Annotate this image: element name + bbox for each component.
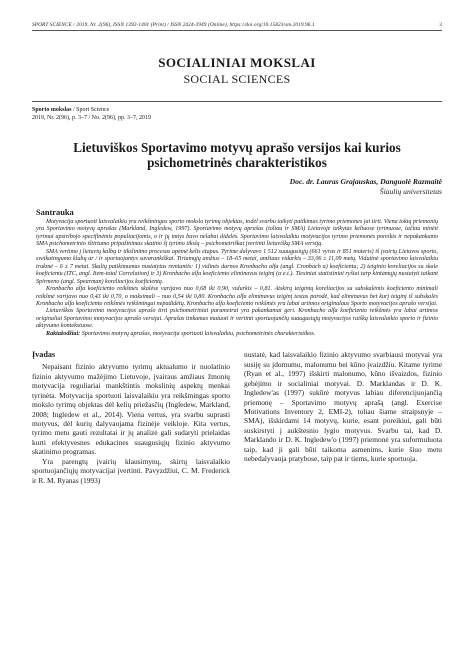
abstract-heading: Santrauka xyxy=(36,208,74,217)
right-column xyxy=(244,350,442,485)
abstract-paragraph: Lietuviškos Sportavimo motyvacijos aprašo tirti psichometriniai parametrai yra pakankamai geri. Kronbacho alfa koeficiento reikšmės yra labai artimos originaliai Sportavimo motyvacijos aprašo versijai. Aprašas tinkamas matuoti ir vertinti sportuojančių suaugusiųjų motyvacijos raišką laisvalaikio sporto ir fizinio aktyvumo kontekstuose. xyxy=(36,308,438,330)
journal-title-lt: SOCIALINIAI MOKSLAI xyxy=(158,55,316,70)
article-title-line-2: psichometrinės charakteristikos xyxy=(147,155,327,170)
body-columns xyxy=(32,350,442,485)
running-head-text: SPORT SCIENCE / 2019, Nr. 2(96), ISSN 1392-1401 (Print) / ISSN 2424-3949 (Online), https://doi.org/10.15823/sm.2019.96.1 xyxy=(32,22,315,28)
abstract-paragraph: Kronbacho alfa koeficiento reikšmės skalėse varijavo nuo 0,68 iki 0,90, vidurkis – 0,81. Atskirų teiginių koreliacijos su subskalėmis koeficiento minimali reikšmė varijavo nuo 0,43 iki 0,70, o maksimali – nuo 0,54 iki 0,80. Kronbacho alfa eliminavus teiginį testas parodė, kad eliminavus bet kurį teiginį iš subskalės Kronbacho alfa koeficiento reikšmės reikšmingai nepadidėtų. Kronbacho alfa koeficiento reikšmės yra labai artimos originalaus Sporto motyvacijos aprašo versijai. xyxy=(36,286,438,307)
authors: Doc. dr. Lauras Grajauskas, Danguolė Razmaitė xyxy=(289,177,442,186)
journal-divider xyxy=(32,101,442,102)
page-number: 3 xyxy=(439,22,442,28)
abstract-paragraph: Motyvacija sportuoti laisvalaikiu yra reikšmingas sporto mokslo tyrimų objektas, todėl svarbu taikyti patikimas tyrimo priemones jai tirti. Viena tokių priemonių yra Sportavimo motyvų aprašas (Markland, Ingledew, 1997). Sportavimo motyvų aprašas (toliau ir SMA) Lietuvoje taikytas keliuose tyrimuose, tačiau minėti tyrimai apsiribojo specifinėmis populiacijomis, o ir jų imtys buvo nelabai didelės. Sportavimo laisvalaikiu motyvacijos tyrimo priemonės poreikis ir nepakankamo SMA psichometrinio ištirtumo pripažinimas skatino šį tyrimo tikslą – psichometriškai įvertinti lietuvišką SMA versiją. xyxy=(36,219,438,248)
intro-paragraph: Nepaisant fizinio aktyvumo tyrimų aktualumo ir nuolatinio fizinio aktyvumo mažėjimo Lietuvoje, įvairaus amžiaus žmonių motyvacija reguliariai mankštintis mokslinių aspektų menkai tyrinėta. Motyvacija sportuoti laisvalaikiu yra reikšmingas sporto mokslo tyrimų objektas dėl kelių priežasčių (Ingledew, Markland, 2008; Ingledew et al., 2014). Viena vertus, yra svarbu suprasti motyvus, dėl kurių dalyvaujama fizinėje veikloje. Kita vertus, tyrimo metu gauti rezultatai ir jų analizė gali sudaryti prielaidas kurti efektyvesnes edukacines suaugusiųjų fizinio aktyvumo skatinimo programas. xyxy=(32,362,230,457)
running-head xyxy=(32,22,442,31)
intro-paragraph: Yra parengtų įvairių klausimynų, skirtų laisvalaikio sportuojančiųjų motyvacijai įvertinti. Pavyzdžiui, C. M. Frederick ir R. M. Ryanas (1993) xyxy=(32,456,230,485)
keywords-text: Sportavimo motyvų aprašas, motyvacija sportuoti laisvalaikiu, psichometrinės charakteristikos. xyxy=(80,330,316,337)
keywords xyxy=(36,331,438,338)
page xyxy=(32,22,442,485)
citation xyxy=(32,107,442,122)
left-column xyxy=(32,350,230,485)
citation-journal-en: / Sport Science xyxy=(71,107,110,113)
keywords-label: Raktažodžiai: xyxy=(46,330,81,337)
abstract xyxy=(32,208,442,338)
journal-title xyxy=(32,55,442,87)
abstract-paragraph: SMA vertimo į lietuvių kalbą ir tikslinimo procesas apėmė kelis etapus. Tyrime dalyvavo 1 512 suaugusiųjų (661 vyras ir 851 moteris) iš įvairių Lietuvos sporto, sveikatingumo klubų ar / ir sportuojantys savarankiškai. Tiriamųjų amžius – 18–65 metai, amžiaus vidurkis – 33,06 ± 11,09 metų. Vidutinė sportavimo laisvalaikiu trukmė – 6 ± 7 metai. Skalių patikimumas nustatytas remiantis: 1) vidinės darnos Kronbacho alfa (angl. Cronbach α) koeficientu; 2) teiginio koreliacijos su skale koeficientu (ITC, angl. Item-total Correlation) ir 3) Kronbacho alfa koeficiento eliminavus teiginį (α e.t.). Tiesiniai statistiniai ryšiai tarp kintamųjų nustatyti taikant Spirmeno (angl. Spearman) koreliacijos koeficientą. xyxy=(36,248,438,285)
affiliation: Šiaulių universitetas xyxy=(379,187,442,196)
article-title-line-1: Lietuviškos Sportavimo motyvų aprašo versijos kai kurios xyxy=(73,140,401,155)
citation-volume: 2019, Nr. 2(96), p. 3–7 / No. 2(96), pp. 3–7, 2019 xyxy=(32,114,151,121)
intro-paragraph: nustatė, kad laisvalaikio fizinio aktyvumo svarbiausi motyvai yra susiję su įdomumu, malonumu bei kūno įvaizdžiu. Kitame tyrime (Ryan et al., 1997) išskirti malonumo, kūno išvaizdos, fizinio gebėjimo ir socialiniai motyvai. D. Marklandas ir D. K. Ingledew'as (1997) sukūrė motyvus labiau diferencijuojančią priemonę – Sportavimo motyvų aprašą (angl. Exercise Motivations Inventory 2, EMI-2), toliau šiame straipsnyje – SMA), išskirdami 14 motyvų, kurie, esant poreikiui, gali būti suskirstyti į aukštesnio lygio motyvus. Svarbu tai, kad D. Marklando ir D. K. Ingledew'o (1997) priemonė yra suformuluota taip, kad ji gali būti taikoma asmenims, kurie šiuo metu nebedalyvauja pratybose, taip pat ir tiems, kurie sportuoja. xyxy=(244,350,442,464)
article-title xyxy=(32,140,442,170)
intro-heading: Įvadas xyxy=(32,350,56,360)
citation-journal: Sporto mokslas xyxy=(32,107,72,113)
journal-title-en: SOCIAL SCIENCES xyxy=(183,72,291,86)
